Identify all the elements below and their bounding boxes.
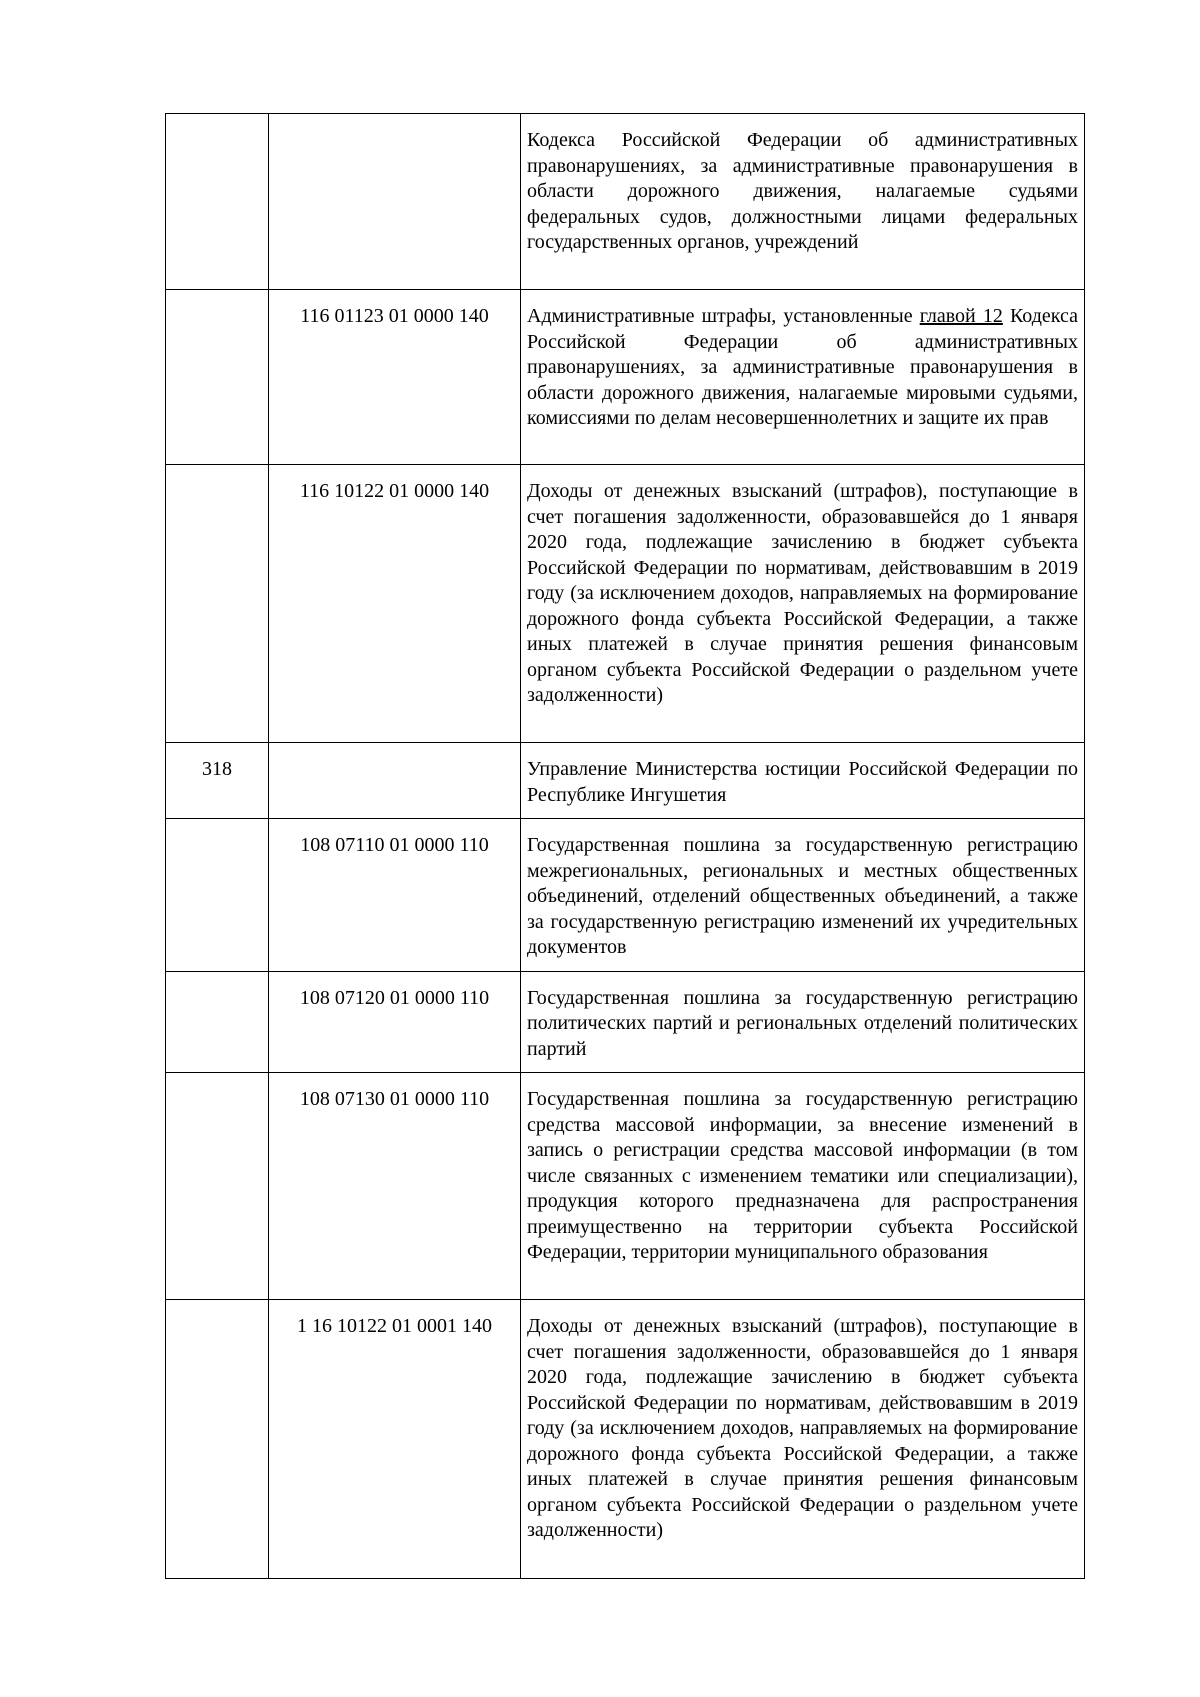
budget-code-cell: 108 07110 01 0000 110 <box>269 819 521 972</box>
admin-code-cell <box>166 1300 269 1579</box>
description-cell: Доходы от денежных взысканий (штрафов), поступающие в счет погашения задолженности, образовавшейся до 1 января 2020 года, подлежащие зачислению в бюджет субъекта Российской Федерации по нормативам, действовавшим в 2019 году (за исключением доходов, направляемых на формирование дорожного фонда субъекта Российской Федерации, а также иных платежей в случае принятия решения финансовым органом субъекта Российской Федерации о раздельном учете задолженности) <box>521 465 1085 743</box>
budget-code-cell <box>269 743 521 819</box>
admin-code-cell <box>166 465 269 743</box>
description-cell: Государственная пошлина за государственную регистрацию средства массовой информации, за внесение изменений в запись о регистрации средства массовой информации (в том числе связанных с изменением тематики или специализации), продукция которого предназначена для распространения преимущественно на территории субъекта Российской Федерации, территории муниципального образования <box>521 1073 1085 1300</box>
description-cell: Кодекса Российской Федерации об административных правонарушениях, за административные правонарушения в области дорожного движения, налагаемые судьями федеральных судов, должностными лицами федеральных государственных органов, учреждений <box>521 114 1085 290</box>
table-row <box>166 114 1085 290</box>
chapter-12-link[interactable]: главой 12 <box>919 305 1003 327</box>
table-row <box>166 1300 1085 1579</box>
admin-code-cell <box>166 1073 269 1300</box>
table-row <box>166 971 1085 1073</box>
admin-code-cell: 318 <box>166 743 269 819</box>
description-cell: Государственная пошлина за государственную регистрацию политических партий и региональных отделений политических партий <box>521 971 1085 1073</box>
revenue-codes-table <box>165 113 1085 1579</box>
table-row <box>166 743 1085 819</box>
budget-code-cell: 108 07120 01 0000 110 <box>269 971 521 1073</box>
admin-code-cell <box>166 971 269 1073</box>
description-cell: Государственная пошлина за государственную регистрацию межрегиональных, региональных и местных общественных объединений, отделений общественных объединений, а также за государственную регистрацию изменений их учредительных документов <box>521 819 1085 972</box>
budget-code-cell <box>269 114 521 290</box>
budget-code-cell: 108 07130 01 0000 110 <box>269 1073 521 1300</box>
table-row <box>166 290 1085 465</box>
table-row <box>166 465 1085 743</box>
description-text: Кодекса Российской Федерации об административных правонарушениях, за административные правонарушения в области дорожного движения, налагаемые мировыми судьями, комиссиями по делам несовершеннолетних и защите их прав <box>527 305 1078 429</box>
description-cell <box>521 290 1085 465</box>
table-row <box>166 1073 1085 1300</box>
description-cell: Управление Министерства юстиции Российской Федерации по Республике Ингушетия <box>521 743 1085 819</box>
budget-code-cell: 1 16 10122 01 0001 140 <box>269 1300 521 1579</box>
admin-code-cell <box>166 114 269 290</box>
budget-code-cell: 116 01123 01 0000 140 <box>269 290 521 465</box>
description-text: Административные штрафы, установленные <box>527 305 920 327</box>
table-row <box>166 819 1085 972</box>
admin-code-cell <box>166 290 269 465</box>
budget-code-cell: 116 10122 01 0000 140 <box>269 465 521 743</box>
admin-code-cell <box>166 819 269 972</box>
description-cell: Доходы от денежных взысканий (штрафов), поступающие в счет погашения задолженности, образовавшейся до 1 января 2020 года, подлежащие зачислению в бюджет субъекта Российской Федерации по нормативам, действовавшим в 2019 году (за исключением доходов, направляемых на формирование дорожного фонда субъекта Российской Федерации, а также иных платежей в случае принятия решения финансовым органом субъекта Российской Федерации о раздельном учете задолженности) <box>521 1300 1085 1579</box>
